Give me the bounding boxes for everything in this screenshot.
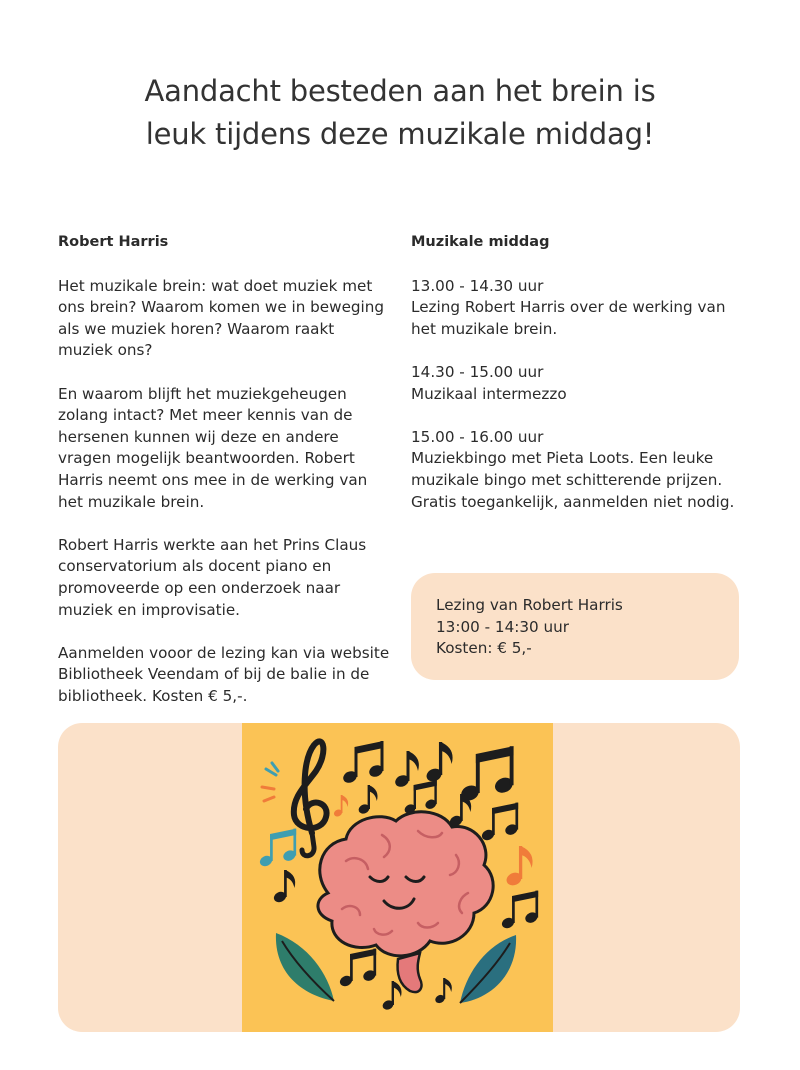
text-line: als we muziek horen? Waarom raakt <box>58 319 335 338</box>
music-note-icon <box>338 949 377 989</box>
text-line: zolang intact? Met meer kennis van de <box>58 406 353 425</box>
music-note-icon <box>393 751 419 789</box>
program-time: 15.00 - 16.00 uur <box>411 427 544 446</box>
text-line: conservatorium als docent piano en <box>58 557 332 576</box>
text-line: ons brein? Waarom komen we in beweging <box>58 298 385 317</box>
title-line-2: leuk tijdens deze muzikale middag! <box>145 117 655 151</box>
sparkle-lines <box>266 763 278 775</box>
text-line: het muzikale brein. <box>58 492 205 511</box>
music-note-icon <box>333 795 348 818</box>
music-note-icon <box>480 803 519 843</box>
info-line: 13:00 - 14:30 uur <box>436 617 569 636</box>
music-note-icon <box>258 829 297 869</box>
lecture-info-box <box>411 573 739 680</box>
title-line-1: Aandacht besteden aan het brein is <box>144 74 656 108</box>
music-note-icon <box>459 746 515 803</box>
speaker-paragraph <box>58 535 393 621</box>
program-time: 14.30 - 15.00 uur <box>411 362 544 381</box>
music-note-icon <box>381 981 401 1011</box>
music-note-icon <box>448 794 471 828</box>
leaf-icon <box>460 935 516 1003</box>
text-line: Gratis toegankelijk, aanmelden niet nodig. <box>411 492 735 511</box>
text-line: Het muzikale brein: wat doet muziek met <box>58 276 373 295</box>
program-item <box>411 276 761 341</box>
text-line: muziek ons? <box>58 341 153 360</box>
text-line: promoveerde op een onderzoek naar <box>58 578 341 597</box>
music-note-icon <box>424 742 452 784</box>
treble-clef-icon <box>294 741 327 855</box>
registration-paragraph <box>58 643 393 708</box>
text-line: het muzikale brein. <box>411 319 558 338</box>
music-note-icon <box>403 780 438 815</box>
speaker-heading: Robert Harris <box>58 234 169 250</box>
text-line: Robert Harris werkte aan het Prins Claus <box>58 535 367 554</box>
music-note-icon <box>272 870 295 904</box>
music-note-icon <box>500 891 539 931</box>
speaker-paragraph <box>58 384 393 514</box>
text-line: hersenen kunnen wij deze en andere <box>58 427 339 446</box>
text-line: muziek en improvisatie. <box>58 600 241 619</box>
info-line: Lezing van Robert Harris <box>436 596 623 614</box>
music-note-icon <box>504 846 532 888</box>
text-line: En waarom blijft het muziekgeheugen <box>58 384 347 403</box>
illustration-banner <box>58 723 740 1032</box>
brain-music-illustration <box>242 723 553 1032</box>
info-line: Kosten: € 5,- <box>436 639 532 658</box>
text-line: Bibliotheek Veendam of bij de balie in de <box>58 665 370 684</box>
text-line: Muziekbingo met Pieta Loots. Een leuke <box>411 449 714 468</box>
program-item <box>411 427 761 513</box>
text-line: muzikale bingo met schitterende prijzen. <box>411 470 723 489</box>
music-note-icon <box>434 978 452 1005</box>
program-heading: Muzikale middag <box>411 234 550 250</box>
speaker-column <box>58 232 393 729</box>
text-line: Lezing Robert Harris over de werking van <box>411 298 726 317</box>
music-note-icon <box>341 741 384 785</box>
illustration-panel <box>242 723 553 1032</box>
brain-icon <box>318 812 493 992</box>
program-time: 13.00 - 14.30 uur <box>411 276 544 295</box>
text-line: Muzikaal intermezzo <box>411 384 567 403</box>
program-column <box>411 232 761 535</box>
music-note-icon <box>357 785 377 815</box>
leaf-icon <box>276 933 334 1001</box>
text-line: vragen mogelijk beantwoorden. Robert <box>58 449 355 468</box>
text-line: Harris neemt ons mee in de werking van <box>58 470 368 489</box>
speaker-paragraph <box>58 276 393 362</box>
page-title <box>0 70 800 156</box>
text-line: Aanmelden vooor de lezing kan via website <box>58 643 390 662</box>
text-line: bibliotheek. Kosten € 5,-. <box>58 686 248 705</box>
program-item <box>411 362 761 405</box>
